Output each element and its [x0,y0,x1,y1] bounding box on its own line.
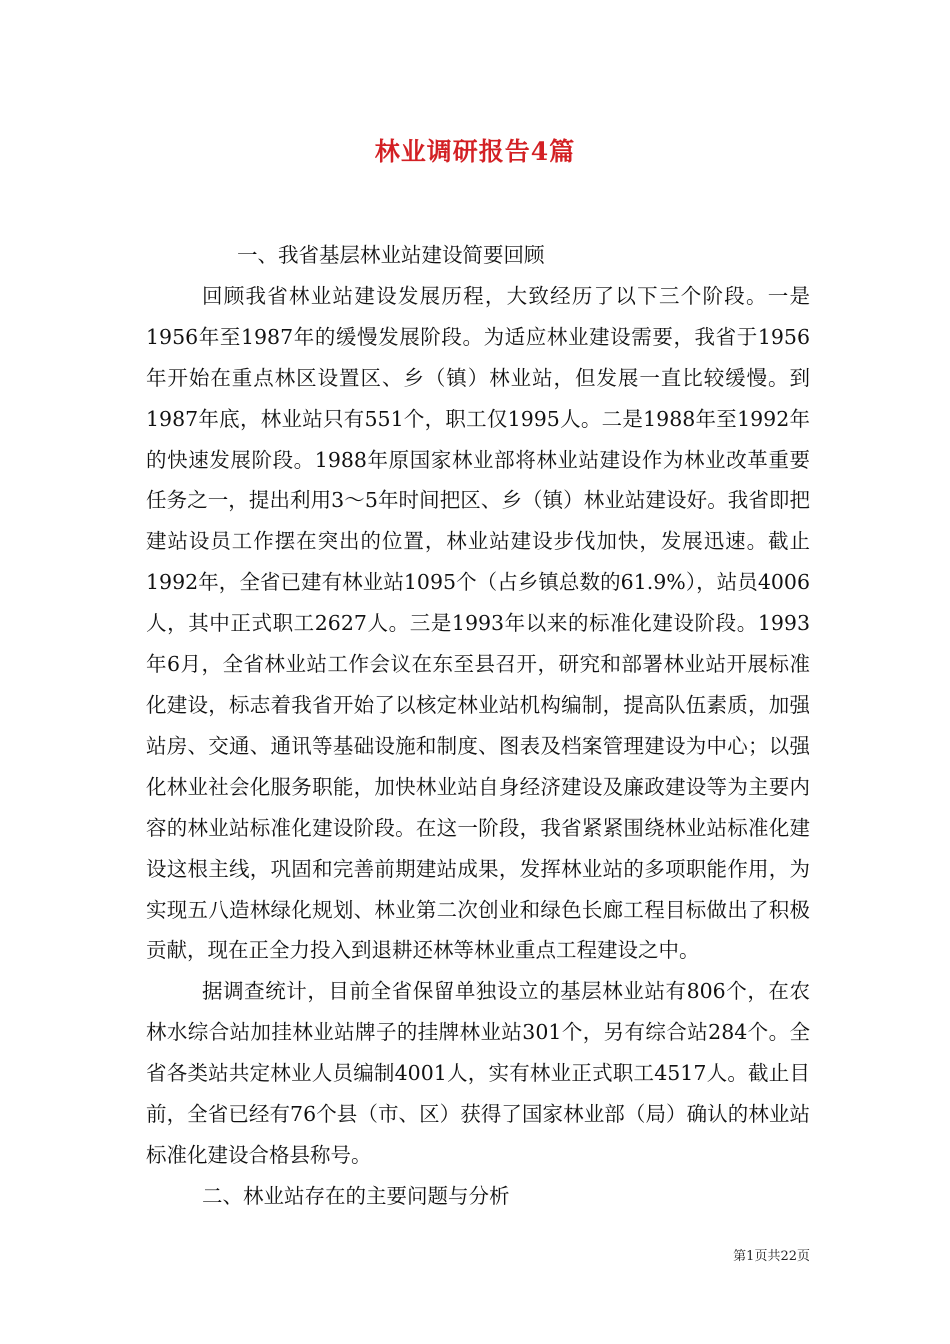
section-heading-2: 二、林业站存在的主要问题与分析 [202,1183,510,1208]
paragraph-1: 回顾我省林业站建设发展历程，大致经历了以下三个阶段。一是1956年至1987年的缓慢发展阶段。为适应林业建设需要，我省于1956年开始在重点林区设置区、乡（镇）林业站，但发展一直比较缓慢。到1987年底，林业站只有551个，职工仅1995人。二是1988年至1992年的快速发展阶段。1988年原国家林业部将林业站建设作为林业改革重要任务之一，提出利用3～5年时间把区、乡（镇）林业站建设好。我省即把建站设员工作摆在突出的位置，林业站建设步伐加快，发展迅速。截止1992年，全省已建有林业站1095个（占乡镇总数的61.9%），站员4006人，其中正式职工2627人。三是1993年以来的标准化建设阶段。1993年6月，全省林业站工作会议在东至县召开，研究和部署林业站开展标准化建设，标志着我省开始了以核定林业站机构编制，提高队伍素质，加强站房、交通、通讯等基础设施和制度、图表及档案管理建设为中心；以强化林业社会化服务职能，加快林业站自身经济建设及廉政建设等为主要内容的林业站标准化建设阶段。在这一阶段，我省紧紧围绕林业站标准化建设这根主线，巩固和完善前期建站成果，发挥林业站的多项职能作用，为实现五八造林绿化规划、林业第二次创业和绿色长廊工程目标做出了积极贡献，现在正全力投入到退耕还林等林业重点工程建设之中。 [146,283,810,963]
document-title: 林业调研报告4篇 [374,137,576,166]
section-heading-1: 一、我省基层林业站建设简要回顾 [237,243,545,267]
page-number-footer: 第1页共22页 [733,1249,810,1264]
paragraph-2: 据调查统计，目前全省保留单独设立的基层林业站有806个，在农林水综合站加挂林业站牌子的挂牌林业站301个，另有综合站284个。全省各类站共定林业人员编制4001人，实有林业正式职工4517人。截止目前，全省已经有76个县（市、区）获得了国家林业部（局）确认的林业站标准化建设合格县称号。 [146,979,810,1167]
document-body [146,235,810,1217]
